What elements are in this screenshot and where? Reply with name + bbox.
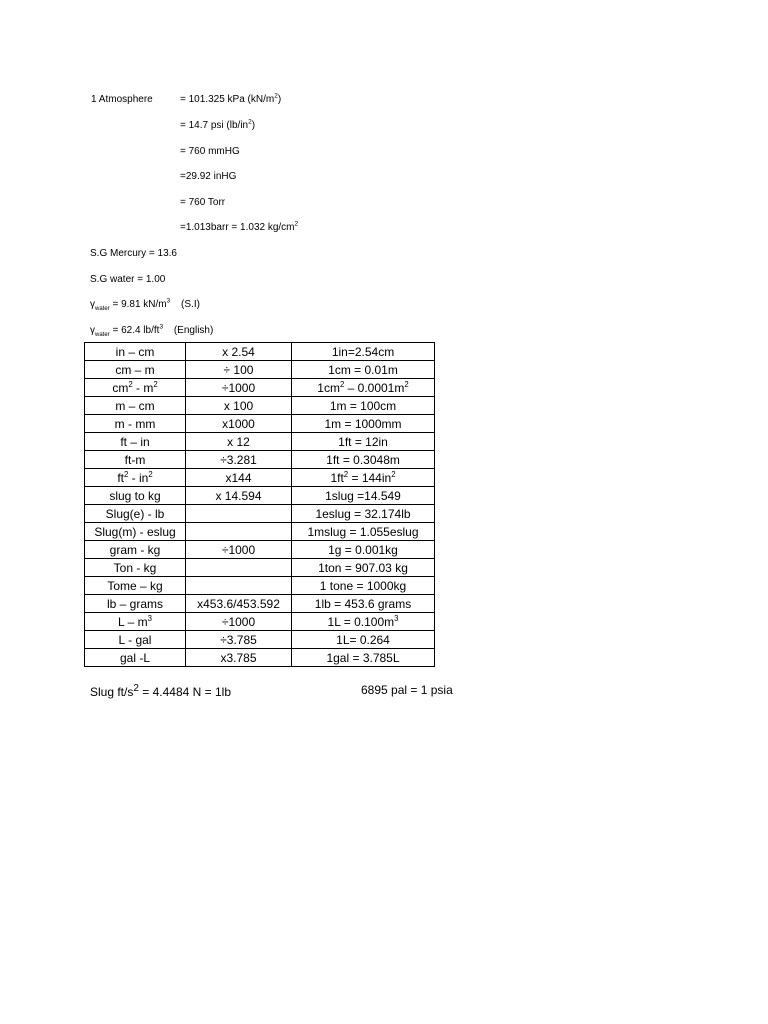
atm-value-4 xyxy=(180,171,236,182)
conversion-factor: x3.785 xyxy=(186,649,292,667)
conversion-factor xyxy=(186,505,292,523)
gamma-value: = 62.4 lb/ft xyxy=(109,325,160,336)
table-row xyxy=(85,595,435,613)
conversion-pair: slug to kg xyxy=(85,487,186,505)
conversion-pair: Ton - kg xyxy=(85,559,186,577)
conversion-equation: 1ft = 0.3048m xyxy=(292,451,435,469)
gamma-unit-sup: 3 xyxy=(159,323,164,331)
atm-value-sup: 2 xyxy=(248,118,252,126)
gamma-english xyxy=(90,325,213,336)
conversion-pair: Slug(e) - lb xyxy=(85,505,186,523)
atm-value-sup: 2 xyxy=(294,220,299,228)
table-row xyxy=(85,649,435,667)
atm-value-tail: ) xyxy=(277,94,282,105)
conversion-factor: x453.6/453.592 xyxy=(186,595,292,613)
conversion-pair: lb – grams xyxy=(85,595,186,613)
conversion-factor: x 12 xyxy=(186,433,292,451)
table-row xyxy=(85,433,435,451)
table-row xyxy=(85,505,435,523)
conversion-table xyxy=(84,342,435,667)
table-row xyxy=(85,397,435,415)
table-row xyxy=(85,559,435,577)
table-row xyxy=(85,487,435,505)
gamma-symbol: γ xyxy=(90,325,95,336)
conversion-equation: $1ft^2 = 144in^2$ xyxy=(292,469,435,487)
conversion-equation: 1lb = 453.6 grams xyxy=(292,595,435,613)
conversion-pair: ft-m xyxy=(85,451,186,469)
conversion-factor: x 2.54 xyxy=(186,343,292,361)
conversion-pair: cm – m xyxy=(85,361,186,379)
conversion-factor: ÷1000 xyxy=(186,613,292,631)
footer-slug-formula xyxy=(90,683,231,699)
footer-psia: 6895 pal = 1 psia xyxy=(361,683,453,697)
conversion-table-body xyxy=(85,343,435,667)
conversion-factor: ÷3.785 xyxy=(186,631,292,649)
conversion-pair: L – $m^3$ xyxy=(85,613,186,631)
table-row xyxy=(85,469,435,487)
conversion-factor: x144 xyxy=(186,469,292,487)
conversion-pair: Slug(m) - eslug xyxy=(85,523,186,541)
conversion-factor: x 14.594 xyxy=(186,487,292,505)
conversion-pair: $ft^2 - in^2$ xyxy=(85,469,186,487)
conversion-equation: 1slug =14.549 xyxy=(292,487,435,505)
conversion-pair: L - gal xyxy=(85,631,186,649)
gamma-symbol: γ xyxy=(90,299,95,310)
conversion-equation: 1eslug = 32.174lb xyxy=(292,505,435,523)
table-row xyxy=(85,343,435,361)
table-row xyxy=(85,577,435,595)
atm-value-text: = 101.325 kPa (kN/m xyxy=(180,94,275,105)
conversion-equation: 1gal = 3.785L xyxy=(292,649,435,667)
atm-value-text: =29.92 inHG xyxy=(180,171,237,182)
gamma-tag: (S.I) xyxy=(181,299,200,310)
gamma-unit-sup: 3 xyxy=(166,297,171,305)
conversion-pair: gal -L xyxy=(85,649,186,667)
conversion-equation: 1cm = 0.01m xyxy=(292,361,435,379)
atm-value-text: = 760 mmHG xyxy=(180,146,240,157)
conversion-equation: 1m = 1000mm xyxy=(292,415,435,433)
conversion-equation: 1mslug = 1.055eslug xyxy=(292,523,435,541)
sg-mercury: S.G Mercury = 13.6 xyxy=(90,248,177,259)
conversion-equation: $1cm^2 - 0.0001m^2$ xyxy=(292,379,435,397)
conversion-equation: 1L= 0.264 xyxy=(292,631,435,649)
conversion-equation: 1g = 0.001kg xyxy=(292,541,435,559)
conversion-pair: $cm^2 - m^2$ xyxy=(85,379,186,397)
conversion-pair: ft – in xyxy=(85,433,186,451)
conversion-equation: 1in=2.54cm xyxy=(292,343,435,361)
conversion-factor: ÷1000 xyxy=(186,541,292,559)
atm-value-6 xyxy=(180,222,298,233)
conversion-pair: gram - kg xyxy=(85,541,186,559)
table-row xyxy=(85,451,435,469)
conversion-factor xyxy=(186,559,292,577)
conversion-equation: $1L = 0.100m^3$ xyxy=(292,613,435,631)
conversion-pair: in – cm xyxy=(85,343,186,361)
conversion-factor: x 100 xyxy=(186,397,292,415)
conversion-factor: ÷ 100 xyxy=(186,361,292,379)
conversion-factor xyxy=(186,523,292,541)
conversion-pair: m – cm xyxy=(85,397,186,415)
table-row xyxy=(85,523,435,541)
footer-formula-tail: = 4.4484 N = 1lb xyxy=(138,685,231,699)
table-row xyxy=(85,631,435,649)
atmosphere-label: 1 Atmosphere xyxy=(91,94,153,105)
conversion-equation: 1m = 100cm xyxy=(292,397,435,415)
atm-value-2 xyxy=(180,120,255,131)
gamma-value: = 9.81 kN/m xyxy=(109,299,167,310)
atm-value-5 xyxy=(180,197,225,208)
conversion-factor: x1000 xyxy=(186,415,292,433)
conversion-factor: ÷1000 xyxy=(186,379,292,397)
gamma-subscript: water xyxy=(95,306,110,312)
table-row xyxy=(85,415,435,433)
atm-value-tail: ) xyxy=(251,120,256,131)
table-row xyxy=(85,613,435,631)
table-row xyxy=(85,379,435,397)
atm-value-text: = 14.7 psi (lb/in xyxy=(180,120,249,131)
atm-value-3 xyxy=(180,146,240,157)
conversion-equation: 1ft = 12in xyxy=(292,433,435,451)
conversion-equation: 1 tone = 1000kg xyxy=(292,577,435,595)
conversion-factor: ÷3.281 xyxy=(186,451,292,469)
atm-value-sup: 2 xyxy=(274,92,278,100)
conversion-pair: m - mm xyxy=(85,415,186,433)
gamma-tag: (English) xyxy=(173,325,214,336)
atm-value-text: = 760 Torr xyxy=(180,197,226,208)
gamma-subscript: water xyxy=(95,332,110,338)
atm-value-text: =1.013barr = 1.032 kg/cm xyxy=(180,222,295,233)
table-row xyxy=(85,541,435,559)
footer-formula-sup: 2 xyxy=(133,683,139,694)
atm-value-1 xyxy=(180,94,281,105)
table-row xyxy=(85,361,435,379)
conversion-factor xyxy=(186,577,292,595)
conversion-pair: Tome – kg xyxy=(85,577,186,595)
footer-formula-text: Slug ft/s xyxy=(90,685,134,699)
gamma-si xyxy=(90,299,200,310)
conversion-equation: 1ton = 907.03 kg xyxy=(292,559,435,577)
sg-water: S.G water = 1.00 xyxy=(90,274,166,285)
